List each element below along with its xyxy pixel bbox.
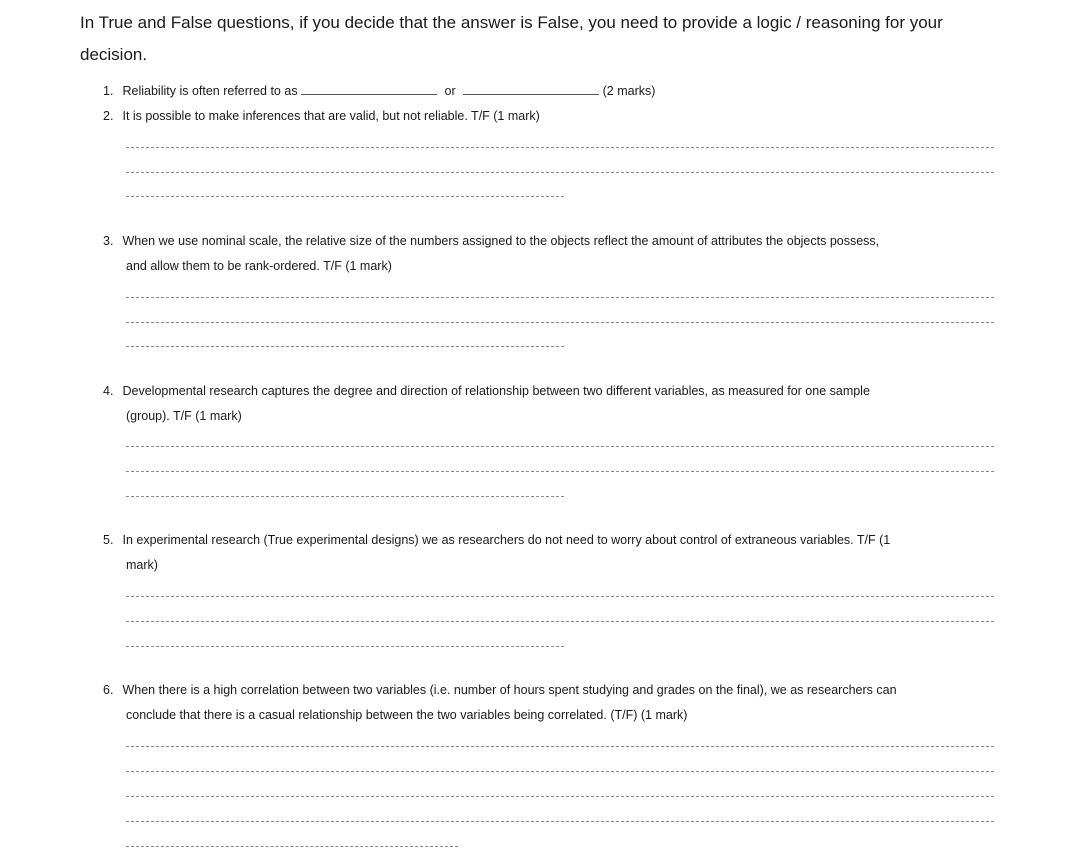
question-number: 3. — [103, 234, 114, 248]
question-number: 5. — [103, 533, 114, 547]
question-3-line-2: and allow them to be rank-ordered. T/F (1 mark) — [126, 259, 392, 273]
question-3 — [103, 229, 1003, 279]
question-1-or: or — [444, 84, 456, 98]
answer-blank-1[interactable] — [301, 82, 437, 95]
answer-line[interactable] — [126, 646, 564, 647]
answer-line[interactable] — [126, 846, 458, 847]
instructions-text: In True and False questions, if you decide that the answer is False, you need to provide a logic / reasoning for your decision. — [80, 13, 943, 64]
question-1-marks: (2 marks) — [602, 84, 656, 98]
answer-line[interactable] — [126, 771, 994, 772]
answer-line[interactable] — [126, 446, 994, 447]
question-2-text: It is possible to make inferences that are valid, but not reliable. T/F (1 mark) — [122, 109, 540, 123]
answer-line[interactable] — [126, 621, 994, 622]
question-5 — [103, 528, 1003, 578]
question-3-line-1: When we use nominal scale, the relative size of the numbers assigned to the objects reflect the amount of attributes the objects possess, — [122, 234, 880, 248]
question-number: 1. — [103, 84, 114, 98]
answer-line[interactable] — [126, 147, 994, 148]
question-6 — [103, 678, 1003, 728]
question-6-line-2: conclude that there is a casual relationship between the two variables being correlated. (T/F) (1 mark) — [126, 708, 688, 722]
answer-line[interactable] — [126, 322, 994, 323]
question-6-line-1: When there is a high correlation between two variables (i.e. number of hours spent studying and grades on the final), we as researchers can — [122, 683, 897, 697]
answer-line[interactable] — [126, 172, 994, 173]
question-4-line-1: Developmental research captures the degree and direction of relationship between two different variables, as measured for one sample — [122, 384, 870, 398]
answer-line[interactable] — [126, 746, 994, 747]
answer-line[interactable] — [126, 596, 994, 597]
answer-line[interactable] — [126, 297, 994, 298]
question-number: 2. — [103, 109, 114, 123]
question-5-line-2: mark) — [126, 558, 158, 572]
question-1-prefix: Reliability is often referred to as — [122, 84, 298, 98]
answer-line[interactable] — [126, 196, 564, 197]
answer-line[interactable] — [126, 346, 564, 347]
question-2 — [103, 104, 1003, 129]
question-number: 6. — [103, 683, 114, 697]
answer-blank-2[interactable] — [463, 82, 599, 95]
question-1 — [103, 79, 1003, 104]
question-4 — [103, 379, 1003, 429]
answer-line[interactable] — [126, 796, 994, 797]
answer-line[interactable] — [126, 821, 994, 822]
question-5-line-1: In experimental research (True experimental designs) we as researchers do not need to worry about control of extraneous variables. T/F (1 — [122, 533, 891, 547]
answer-line[interactable] — [126, 496, 564, 497]
question-number: 4. — [103, 384, 114, 398]
answer-line[interactable] — [126, 471, 994, 472]
question-4-line-2: (group). T/F (1 mark) — [126, 409, 242, 423]
